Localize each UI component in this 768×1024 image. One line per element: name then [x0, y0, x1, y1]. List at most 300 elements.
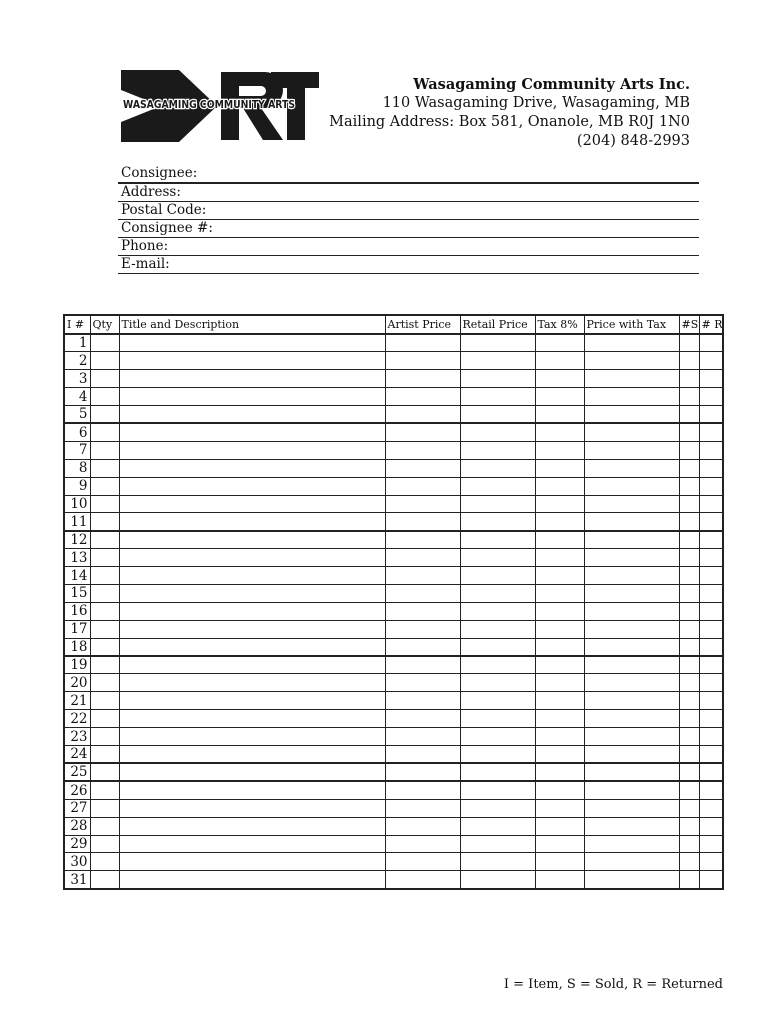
- sold-cell[interactable]: [679, 853, 699, 871]
- table-row: [64, 674, 723, 692]
- retail-price-cell[interactable]: [460, 388, 535, 406]
- table-row: [64, 763, 723, 781]
- artist-price-cell[interactable]: [385, 871, 460, 889]
- tax-cell[interactable]: [535, 710, 584, 728]
- qty-cell[interactable]: [90, 423, 119, 441]
- title-description-cell[interactable]: [119, 549, 385, 567]
- price-with-tax-cell[interactable]: [584, 602, 679, 620]
- returned-cell[interactable]: [699, 477, 723, 495]
- price-with-tax-cell[interactable]: [584, 692, 679, 710]
- table-row: [64, 567, 723, 585]
- qty-cell[interactable]: [90, 692, 119, 710]
- title-description-cell[interactable]: [119, 763, 385, 781]
- returned-cell[interactable]: [699, 656, 723, 674]
- item-number-cell: 17: [64, 620, 90, 638]
- tax-cell[interactable]: [535, 334, 584, 352]
- price-with-tax-cell[interactable]: [584, 674, 679, 692]
- price-with-tax-cell[interactable]: [584, 513, 679, 531]
- qty-cell[interactable]: [90, 406, 119, 424]
- table-row: [64, 584, 723, 602]
- retail-price-cell[interactable]: [460, 584, 535, 602]
- title-description-cell[interactable]: [119, 728, 385, 746]
- sold-cell[interactable]: [679, 584, 699, 602]
- sold-cell[interactable]: [679, 602, 699, 620]
- table-row: [64, 710, 723, 728]
- item-number-cell: 18: [64, 638, 90, 656]
- item-number-cell: 8: [64, 459, 90, 477]
- price-with-tax-cell[interactable]: [584, 871, 679, 889]
- price-with-tax-cell[interactable]: [584, 352, 679, 370]
- sold-cell[interactable]: [679, 441, 699, 459]
- returned-cell[interactable]: [699, 567, 723, 585]
- retail-price-cell[interactable]: [460, 692, 535, 710]
- sold-cell[interactable]: [679, 745, 699, 763]
- artist-price-cell[interactable]: [385, 549, 460, 567]
- sold-cell[interactable]: [679, 871, 699, 889]
- title-description-cell[interactable]: [119, 799, 385, 817]
- title-description-cell[interactable]: [119, 638, 385, 656]
- tax-cell[interactable]: [535, 584, 584, 602]
- svg-text:WASAGAMING COMMUNITY ARTS: WASAGAMING COMMUNITY ARTS: [123, 98, 296, 111]
- price-with-tax-cell[interactable]: [584, 406, 679, 424]
- returned-cell[interactable]: [699, 763, 723, 781]
- qty-cell[interactable]: [90, 781, 119, 799]
- returned-cell[interactable]: [699, 584, 723, 602]
- retail-price-cell[interactable]: [460, 871, 535, 889]
- tax-cell[interactable]: [535, 549, 584, 567]
- qty-cell[interactable]: [90, 835, 119, 853]
- item-number-cell: 13: [64, 549, 90, 567]
- price-with-tax-cell[interactable]: [584, 370, 679, 388]
- tax-cell[interactable]: [535, 853, 584, 871]
- returned-cell[interactable]: [699, 602, 723, 620]
- retail-price-cell[interactable]: [460, 495, 535, 513]
- price-with-tax-cell[interactable]: [584, 459, 679, 477]
- qty-cell[interactable]: [90, 477, 119, 495]
- returned-cell[interactable]: [699, 853, 723, 871]
- retail-price-cell[interactable]: [460, 745, 535, 763]
- artist-price-cell[interactable]: [385, 602, 460, 620]
- artist-price-cell[interactable]: [385, 334, 460, 352]
- returned-cell[interactable]: [699, 692, 723, 710]
- tax-cell[interactable]: [535, 531, 584, 549]
- price-with-tax-cell[interactable]: [584, 441, 679, 459]
- title-description-cell[interactable]: [119, 620, 385, 638]
- retail-price-cell[interactable]: [460, 352, 535, 370]
- item-number-cell: 28: [64, 817, 90, 835]
- title-description-cell[interactable]: [119, 871, 385, 889]
- artist-price-cell[interactable]: [385, 745, 460, 763]
- retail-price-cell[interactable]: [460, 656, 535, 674]
- sold-cell[interactable]: [679, 817, 699, 835]
- table-row: [64, 531, 723, 549]
- title-description-cell[interactable]: [119, 370, 385, 388]
- artist-price-cell[interactable]: [385, 763, 460, 781]
- tax-cell[interactable]: [535, 674, 584, 692]
- sold-cell[interactable]: [679, 495, 699, 513]
- sold-cell[interactable]: [679, 334, 699, 352]
- retail-price-cell[interactable]: [460, 459, 535, 477]
- item-number-cell: 5: [64, 406, 90, 424]
- sold-cell[interactable]: [679, 477, 699, 495]
- header-qty: Qty: [90, 315, 119, 334]
- artist-price-cell[interactable]: [385, 352, 460, 370]
- retail-price-cell[interactable]: [460, 763, 535, 781]
- title-description-cell[interactable]: [119, 584, 385, 602]
- artist-price-cell[interactable]: [385, 692, 460, 710]
- retail-price-cell[interactable]: [460, 477, 535, 495]
- tax-cell[interactable]: [535, 728, 584, 746]
- artist-price-cell[interactable]: [385, 513, 460, 531]
- tax-cell[interactable]: [535, 567, 584, 585]
- qty-cell[interactable]: [90, 638, 119, 656]
- tax-cell[interactable]: [535, 513, 584, 531]
- price-with-tax-cell[interactable]: [584, 763, 679, 781]
- table-row: [64, 620, 723, 638]
- tax-cell[interactable]: [535, 763, 584, 781]
- returned-cell[interactable]: [699, 710, 723, 728]
- qty-cell[interactable]: [90, 656, 119, 674]
- postal-code-field[interactable]: Postal Code:: [118, 202, 699, 220]
- qty-cell[interactable]: [90, 728, 119, 746]
- qty-cell[interactable]: [90, 567, 119, 585]
- table-row: [64, 835, 723, 853]
- table-row: [64, 549, 723, 567]
- table-row: [64, 602, 723, 620]
- artist-price-cell[interactable]: [385, 781, 460, 799]
- price-with-tax-cell[interactable]: [584, 584, 679, 602]
- price-with-tax-cell[interactable]: [584, 710, 679, 728]
- tax-cell[interactable]: [535, 799, 584, 817]
- qty-cell[interactable]: [90, 763, 119, 781]
- qty-cell[interactable]: [90, 853, 119, 871]
- returned-cell[interactable]: [699, 406, 723, 424]
- table-row: [64, 638, 723, 656]
- returned-cell[interactable]: [699, 423, 723, 441]
- tax-cell[interactable]: [535, 656, 584, 674]
- price-with-tax-cell[interactable]: [584, 817, 679, 835]
- returned-cell[interactable]: [699, 781, 723, 799]
- artist-price-cell[interactable]: [385, 835, 460, 853]
- artist-price-cell[interactable]: [385, 656, 460, 674]
- title-description-cell[interactable]: [119, 513, 385, 531]
- item-number-cell: 15: [64, 584, 90, 602]
- qty-cell[interactable]: [90, 799, 119, 817]
- sold-cell[interactable]: [679, 835, 699, 853]
- item-number-cell: 19: [64, 656, 90, 674]
- artist-price-cell[interactable]: [385, 853, 460, 871]
- sold-cell[interactable]: [679, 423, 699, 441]
- wasagaming-community-arts-logo: [121, 70, 319, 142]
- tax-cell[interactable]: [535, 352, 584, 370]
- artist-price-cell[interactable]: [385, 406, 460, 424]
- price-with-tax-cell[interactable]: [584, 656, 679, 674]
- title-description-cell[interactable]: [119, 817, 385, 835]
- tax-cell[interactable]: [535, 370, 584, 388]
- price-with-tax-cell[interactable]: [584, 531, 679, 549]
- artist-price-cell[interactable]: [385, 477, 460, 495]
- title-description-cell[interactable]: [119, 692, 385, 710]
- title-description-cell[interactable]: [119, 477, 385, 495]
- artist-price-cell[interactable]: [385, 620, 460, 638]
- returned-cell[interactable]: [699, 495, 723, 513]
- retail-price-cell[interactable]: [460, 799, 535, 817]
- qty-cell[interactable]: [90, 388, 119, 406]
- retail-price-cell[interactable]: [460, 370, 535, 388]
- artist-price-cell[interactable]: [385, 674, 460, 692]
- title-description-cell[interactable]: [119, 459, 385, 477]
- item-number-cell: 16: [64, 602, 90, 620]
- returned-cell[interactable]: [699, 334, 723, 352]
- sold-cell[interactable]: [679, 406, 699, 424]
- price-with-tax-cell[interactable]: [584, 388, 679, 406]
- sold-cell[interactable]: [679, 728, 699, 746]
- item-number-cell: 4: [64, 388, 90, 406]
- item-number-cell: 23: [64, 728, 90, 746]
- returned-cell[interactable]: [699, 674, 723, 692]
- retail-price-cell[interactable]: [460, 728, 535, 746]
- qty-cell[interactable]: [90, 441, 119, 459]
- qty-cell[interactable]: [90, 459, 119, 477]
- returned-cell[interactable]: [699, 871, 723, 889]
- title-description-cell[interactable]: [119, 531, 385, 549]
- retail-price-cell[interactable]: [460, 334, 535, 352]
- table-row: [64, 853, 723, 871]
- artist-price-cell[interactable]: [385, 728, 460, 746]
- returned-cell[interactable]: [699, 620, 723, 638]
- price-with-tax-cell[interactable]: [584, 835, 679, 853]
- tax-cell[interactable]: [535, 388, 584, 406]
- tax-cell[interactable]: [535, 692, 584, 710]
- tax-cell[interactable]: [535, 781, 584, 799]
- qty-cell[interactable]: [90, 495, 119, 513]
- returned-cell[interactable]: [699, 513, 723, 531]
- consignee-field[interactable]: Consignee:: [118, 165, 699, 184]
- artist-price-cell[interactable]: [385, 388, 460, 406]
- title-description-cell[interactable]: [119, 674, 385, 692]
- price-with-tax-cell[interactable]: [584, 567, 679, 585]
- returned-cell[interactable]: [699, 728, 723, 746]
- qty-cell[interactable]: [90, 620, 119, 638]
- artist-price-cell[interactable]: [385, 710, 460, 728]
- retail-price-cell[interactable]: [460, 531, 535, 549]
- returned-cell[interactable]: [699, 370, 723, 388]
- returned-cell[interactable]: [699, 549, 723, 567]
- title-description-cell[interactable]: [119, 710, 385, 728]
- qty-cell[interactable]: [90, 513, 119, 531]
- retail-price-cell[interactable]: [460, 567, 535, 585]
- sold-cell[interactable]: [679, 710, 699, 728]
- table-row: [64, 370, 723, 388]
- retail-price-cell[interactable]: [460, 513, 535, 531]
- retail-price-cell[interactable]: [460, 835, 535, 853]
- table-row: [64, 817, 723, 835]
- qty-cell[interactable]: [90, 674, 119, 692]
- tax-cell[interactable]: [535, 817, 584, 835]
- item-number-cell: 3: [64, 370, 90, 388]
- price-with-tax-cell[interactable]: [584, 549, 679, 567]
- title-description-cell[interactable]: [119, 567, 385, 585]
- title-description-cell[interactable]: [119, 602, 385, 620]
- consignee-number-field[interactable]: Consignee #:: [118, 220, 699, 238]
- table-row: [64, 352, 723, 370]
- title-description-cell[interactable]: [119, 495, 385, 513]
- returned-cell[interactable]: [699, 817, 723, 835]
- tax-cell[interactable]: [535, 620, 584, 638]
- returned-cell[interactable]: [699, 799, 723, 817]
- tax-cell[interactable]: [535, 459, 584, 477]
- item-number-cell: 1: [64, 334, 90, 352]
- retail-price-cell[interactable]: [460, 549, 535, 567]
- qty-cell[interactable]: [90, 745, 119, 763]
- price-with-tax-cell[interactable]: [584, 477, 679, 495]
- qty-cell[interactable]: [90, 334, 119, 352]
- sold-cell[interactable]: [679, 531, 699, 549]
- item-number-cell: 26: [64, 781, 90, 799]
- returned-cell[interactable]: [699, 531, 723, 549]
- qty-cell[interactable]: [90, 584, 119, 602]
- title-description-cell[interactable]: [119, 388, 385, 406]
- tax-cell[interactable]: [535, 871, 584, 889]
- price-with-tax-cell[interactable]: [584, 745, 679, 763]
- sold-cell[interactable]: [679, 549, 699, 567]
- table-row: [64, 459, 723, 477]
- table-row: [64, 423, 723, 441]
- sold-cell[interactable]: [679, 763, 699, 781]
- returned-cell[interactable]: [699, 441, 723, 459]
- sold-cell[interactable]: [679, 567, 699, 585]
- artist-price-cell[interactable]: [385, 567, 460, 585]
- price-with-tax-cell[interactable]: [584, 423, 679, 441]
- retail-price-cell[interactable]: [460, 602, 535, 620]
- artist-price-cell[interactable]: [385, 423, 460, 441]
- artist-price-cell[interactable]: [385, 638, 460, 656]
- title-description-cell[interactable]: [119, 835, 385, 853]
- returned-cell[interactable]: [699, 835, 723, 853]
- retail-price-cell[interactable]: [460, 620, 535, 638]
- title-description-cell[interactable]: [119, 781, 385, 799]
- tax-cell[interactable]: [535, 406, 584, 424]
- tax-cell[interactable]: [535, 441, 584, 459]
- qty-cell[interactable]: [90, 871, 119, 889]
- sold-cell[interactable]: [679, 656, 699, 674]
- retail-price-cell[interactable]: [460, 781, 535, 799]
- sold-cell[interactable]: [679, 459, 699, 477]
- sold-cell[interactable]: [679, 781, 699, 799]
- retail-price-cell[interactable]: [460, 817, 535, 835]
- sold-cell[interactable]: [679, 692, 699, 710]
- artist-price-cell[interactable]: [385, 584, 460, 602]
- sold-cell[interactable]: [679, 370, 699, 388]
- item-number-cell: 29: [64, 835, 90, 853]
- returned-cell[interactable]: [699, 352, 723, 370]
- phone-field[interactable]: Phone:: [118, 238, 699, 256]
- retail-price-cell[interactable]: [460, 853, 535, 871]
- tax-cell[interactable]: [535, 638, 584, 656]
- title-description-cell[interactable]: [119, 423, 385, 441]
- qty-cell[interactable]: [90, 531, 119, 549]
- returned-cell[interactable]: [699, 638, 723, 656]
- retail-price-cell[interactable]: [460, 674, 535, 692]
- qty-cell[interactable]: [90, 370, 119, 388]
- returned-cell[interactable]: [699, 459, 723, 477]
- title-description-cell[interactable]: [119, 441, 385, 459]
- artist-price-cell[interactable]: [385, 459, 460, 477]
- artist-price-cell[interactable]: [385, 817, 460, 835]
- item-number-cell: 2: [64, 352, 90, 370]
- sold-cell[interactable]: [679, 674, 699, 692]
- item-number-cell: 25: [64, 763, 90, 781]
- artist-price-cell[interactable]: [385, 531, 460, 549]
- sold-cell[interactable]: [679, 513, 699, 531]
- qty-cell[interactable]: [90, 602, 119, 620]
- artist-price-cell[interactable]: [385, 799, 460, 817]
- tax-cell[interactable]: [535, 602, 584, 620]
- sold-cell[interactable]: [679, 352, 699, 370]
- sold-cell[interactable]: [679, 799, 699, 817]
- tax-cell[interactable]: [535, 423, 584, 441]
- price-with-tax-cell[interactable]: [584, 638, 679, 656]
- retail-price-cell[interactable]: [460, 423, 535, 441]
- qty-cell[interactable]: [90, 817, 119, 835]
- returned-cell[interactable]: [699, 745, 723, 763]
- price-with-tax-cell[interactable]: [584, 853, 679, 871]
- retail-price-cell[interactable]: [460, 638, 535, 656]
- title-description-cell[interactable]: [119, 656, 385, 674]
- item-number-cell: 30: [64, 853, 90, 871]
- artist-price-cell[interactable]: [385, 495, 460, 513]
- tax-cell[interactable]: [535, 495, 584, 513]
- address-field[interactable]: Address:: [118, 184, 699, 202]
- qty-cell[interactable]: [90, 549, 119, 567]
- table-row: [64, 441, 723, 459]
- title-description-cell[interactable]: [119, 334, 385, 352]
- price-with-tax-cell[interactable]: [584, 799, 679, 817]
- header-item-number: I #: [64, 315, 90, 334]
- title-description-cell[interactable]: [119, 406, 385, 424]
- sold-cell[interactable]: [679, 620, 699, 638]
- artist-price-cell[interactable]: [385, 370, 460, 388]
- price-with-tax-cell[interactable]: [584, 781, 679, 799]
- tax-cell[interactable]: [535, 835, 584, 853]
- qty-cell[interactable]: [90, 352, 119, 370]
- retail-price-cell[interactable]: [460, 441, 535, 459]
- artist-price-cell[interactable]: [385, 441, 460, 459]
- retail-price-cell[interactable]: [460, 710, 535, 728]
- retail-price-cell[interactable]: [460, 406, 535, 424]
- email-field[interactable]: E-mail:: [118, 256, 699, 274]
- table-row: [64, 495, 723, 513]
- tax-cell[interactable]: [535, 477, 584, 495]
- title-description-cell[interactable]: [119, 853, 385, 871]
- tax-cell[interactable]: [535, 745, 584, 763]
- price-with-tax-cell[interactable]: [584, 620, 679, 638]
- title-description-cell[interactable]: [119, 745, 385, 763]
- header-title-description: Title and Description: [119, 315, 385, 334]
- price-with-tax-cell[interactable]: [584, 334, 679, 352]
- table-row: [64, 334, 723, 352]
- price-with-tax-cell[interactable]: [584, 495, 679, 513]
- returned-cell[interactable]: [699, 388, 723, 406]
- table-body: [64, 334, 723, 889]
- item-number-cell: 20: [64, 674, 90, 692]
- price-with-tax-cell[interactable]: [584, 728, 679, 746]
- qty-cell[interactable]: [90, 710, 119, 728]
- title-description-cell[interactable]: [119, 352, 385, 370]
- sold-cell[interactable]: [679, 388, 699, 406]
- sold-cell[interactable]: [679, 638, 699, 656]
- item-number-cell: 27: [64, 799, 90, 817]
